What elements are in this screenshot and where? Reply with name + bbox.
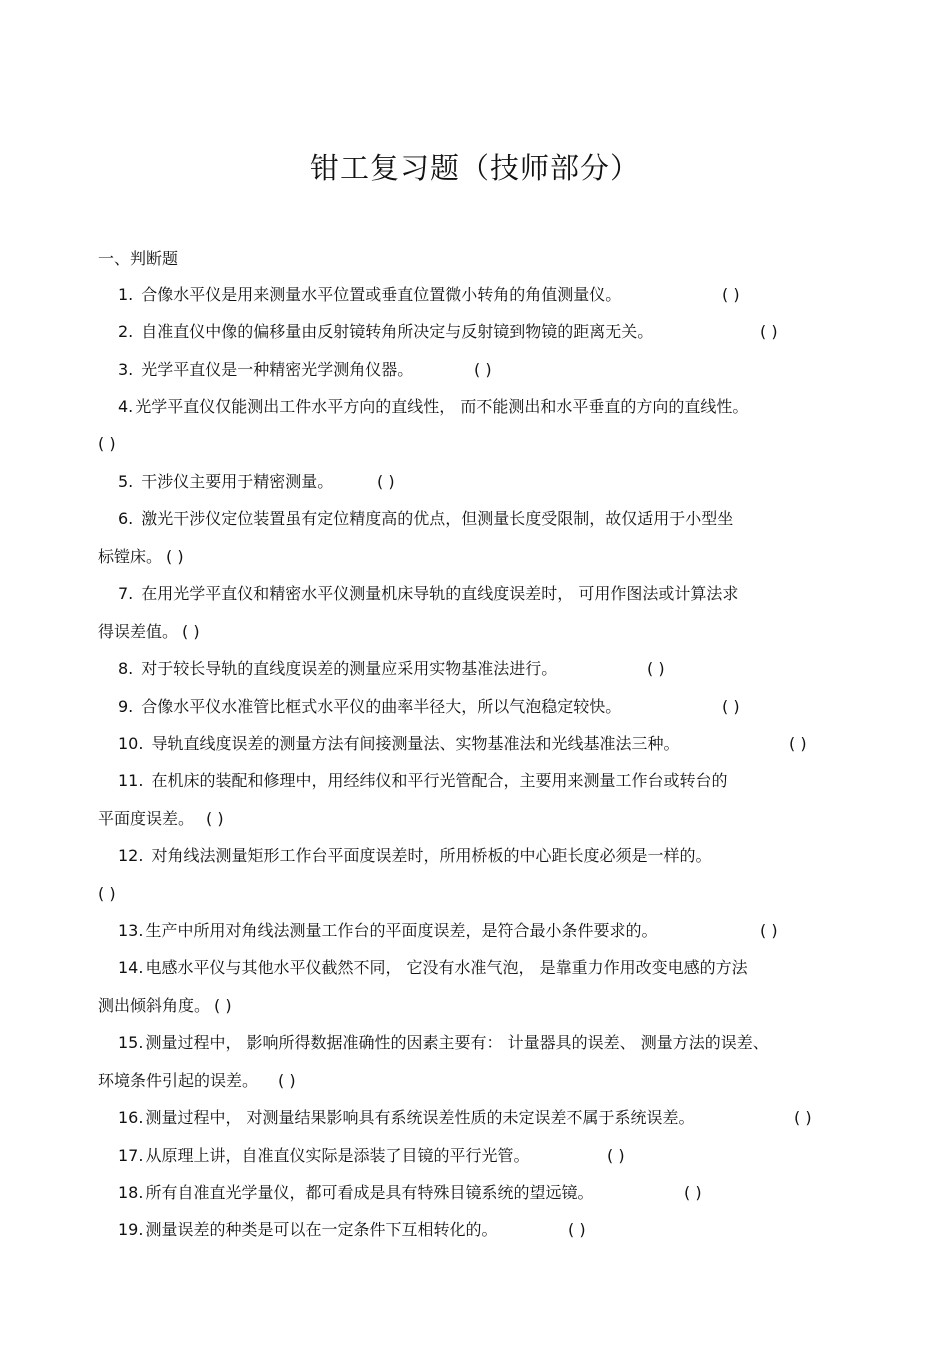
answer-blank: ( ) <box>166 547 184 566</box>
question-2 <box>118 322 653 342</box>
question-text: 环境条件引起的误差。 <box>98 1071 259 1090</box>
question-16 <box>118 1108 695 1128</box>
question-number: 5. <box>118 472 134 491</box>
question-text: 导轨直线度误差的测量方法有间接测量法、实物基准法和光线基准法三种。 <box>151 734 680 753</box>
question-3 <box>118 360 413 380</box>
question-17 <box>118 1146 529 1166</box>
question-number: 9. <box>118 697 134 716</box>
question-8 <box>118 659 557 679</box>
question-number: 8. <box>118 659 134 678</box>
question-19 <box>118 1220 497 1240</box>
question-text: 测出倾斜角度。 <box>98 996 211 1015</box>
question-text: 激光干涉仪定位装置虽有定位精度高的优点，但测量长度受限制，故仅适用于小型坐 <box>141 509 734 528</box>
answer-blank: ( ) <box>760 322 778 341</box>
question-number: 14. <box>118 958 144 977</box>
answer-blank: ( ) <box>568 1220 586 1239</box>
question-13 <box>118 921 657 941</box>
question-12 <box>118 846 711 866</box>
answer-blank: ( ) <box>789 734 807 753</box>
answer-blank: ( ) <box>684 1183 702 1202</box>
answer-blank: ( ) <box>647 659 665 678</box>
section-heading: 一、判断题 <box>98 249 179 268</box>
answer-blank: ( ) <box>98 434 116 453</box>
answer-blank: ( ) <box>722 285 740 304</box>
answer-blank: ( ) <box>377 472 395 491</box>
question-number: 12. <box>118 846 144 865</box>
answer-blank: ( ) <box>474 360 492 379</box>
question-9 <box>118 697 621 717</box>
question-1 <box>118 285 621 305</box>
question-text: 干涉仪主要用于精密测量。 <box>141 472 334 491</box>
answer-blank: ( ) <box>722 697 740 716</box>
question-number: 18. <box>118 1183 144 1202</box>
question-number: 15. <box>118 1033 144 1052</box>
question-text: 对于较长导轨的直线度误差的测量应采用实物基准法进行。 <box>141 659 558 678</box>
document-title: 钳工复习题（技师部分） <box>309 151 640 185</box>
question-number: 1. <box>118 285 134 304</box>
answer-blank: ( ) <box>206 809 224 828</box>
question-15 <box>118 1033 769 1053</box>
question-number: 3. <box>118 360 134 379</box>
answer-blank: ( ) <box>98 884 116 903</box>
question-text: 在用光学平直仪和精密水平仪测量机床导轨的直线度误差时， 可用作图法或计算法求 <box>141 584 739 603</box>
question-text: 合像水平仪是用来测量水平位置或垂直位置微小转角的角值测量仪。 <box>141 285 622 304</box>
question-text: 自准直仪中像的偏移量由反射镜转角所决定与反射镜到物镜的距离无关。 <box>141 322 654 341</box>
question-text: 测量过程中， 对测量结果影响具有系统误差性质的未定误差不属于系统误差。 <box>145 1108 695 1127</box>
question-text: 标镗床。 <box>98 547 163 566</box>
question-number: 19. <box>118 1220 144 1239</box>
question-text: 生产中所用对角线法测量工作台的平面度误差，是符合最小条件要求的。 <box>145 921 658 940</box>
question-text: 所有自准直光学量仪，都可看成是具有特殊目镜系统的望远镜。 <box>145 1183 594 1202</box>
answer-blank: ( ) <box>794 1108 812 1127</box>
question-7 <box>118 584 738 604</box>
question-6 <box>118 509 733 529</box>
question-text: 对角线法测量矩形工作台平面度误差时，所用桥板的中心距长度必须是一样的。 <box>151 846 712 865</box>
question-number: 4. <box>118 397 134 416</box>
question-11 <box>118 771 727 791</box>
question-4 <box>118 397 748 417</box>
answer-blank: ( ) <box>760 921 778 940</box>
answer-blank: ( ) <box>182 622 200 641</box>
question-14-cont <box>98 996 232 1016</box>
question-10 <box>118 734 679 754</box>
question-text: 平面度误差。 <box>98 809 195 828</box>
question-text: 测量过程中， 影响所得数据准确性的因素主要有： 计量器具的误差、 测量方法的误差、 <box>145 1033 769 1052</box>
question-text: 得误差值。 <box>98 622 179 641</box>
question-number: 11. <box>118 771 144 790</box>
question-14 <box>118 958 748 978</box>
question-number: 16. <box>118 1108 144 1127</box>
question-number: 6. <box>118 509 134 528</box>
question-text: 从原理上讲，自准直仪实际是添装了目镜的平行光管。 <box>145 1146 530 1165</box>
question-number: 7. <box>118 584 134 603</box>
question-15-cont <box>98 1071 296 1091</box>
question-18 <box>118 1183 593 1203</box>
question-text: 电感水平仪与其他水平仪截然不同， 它没有水准气泡， 是靠重力作用改变电感的方法 <box>145 958 748 977</box>
question-5 <box>118 472 333 492</box>
question-6-cont <box>98 547 184 567</box>
question-number: 10. <box>118 734 144 753</box>
question-text: 测量误差的种类是可以在一定条件下互相转化的。 <box>145 1220 498 1239</box>
question-text: 合像水平仪水准管比框式水平仪的曲率半径大，所以气泡稳定较快。 <box>141 697 622 716</box>
question-number: 2. <box>118 322 134 341</box>
question-number: 13. <box>118 921 144 940</box>
question-7-cont <box>98 622 200 642</box>
question-11-cont <box>98 809 224 829</box>
question-text: 光学平直仪是一种精密光学测角仪器。 <box>141 360 414 379</box>
answer-blank: ( ) <box>278 1071 296 1090</box>
question-text: 光学平直仪仅能测出工件水平方向的直线性， 而不能测出和水平垂直的方向的直线性。 <box>135 397 749 416</box>
answer-blank: ( ) <box>607 1146 625 1165</box>
question-number: 17. <box>118 1146 144 1165</box>
question-text: 在机床的装配和修理中，用经纬仪和平行光管配合，主要用来测量工作台或转台的 <box>151 771 728 790</box>
answer-blank: ( ) <box>214 996 232 1015</box>
